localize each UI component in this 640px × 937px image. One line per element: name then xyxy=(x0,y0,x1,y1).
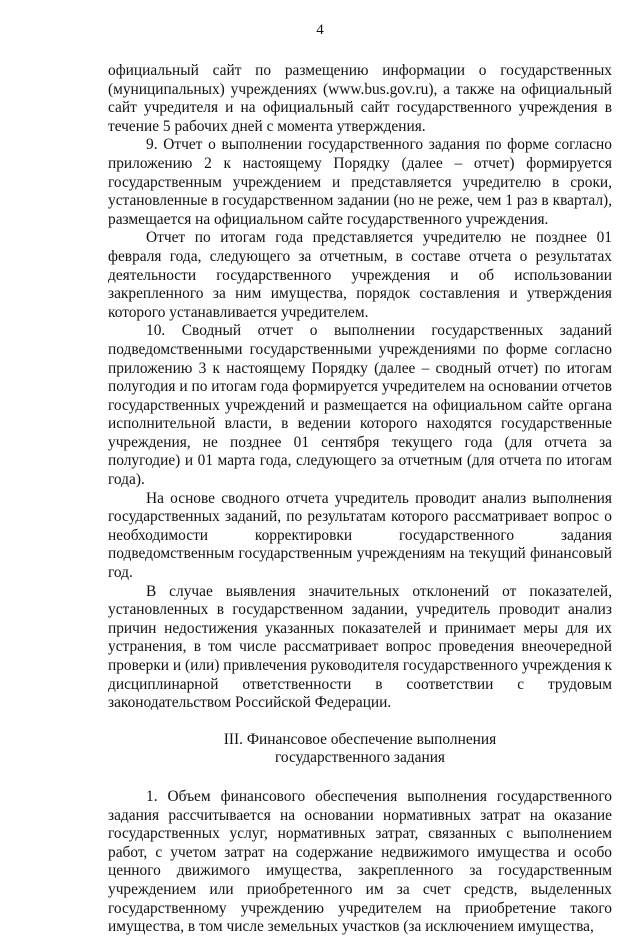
paragraph-analysis: На основе сводного отчета учредитель проводит анализ выполнения государственных заданий, по результатам которого рассматривает вопрос о необходимости корректировки государственного задания подведомственным государственным учреждениям на текущий финансовый год. xyxy=(108,489,612,582)
section-heading xyxy=(108,731,612,768)
document-body xyxy=(108,62,612,937)
paragraph-deviations: В случае выявления значительных отклонений от показателей, установленных в государственном задании, учредитель проводит анализ причин недостижения указанных показателей и принимает меры для их устранения, в том числе рассматривает вопрос проведения внеочередной проверки и (или) привлечения руководителя государственного учреждения к дисциплинарной ответственности в соответствии с трудовым законодательством Российской Федерации. xyxy=(108,582,612,712)
section-heading-line-1: III. Финансовое обеспечение выполнения xyxy=(223,730,497,748)
page-number: 4 xyxy=(316,22,324,38)
section-heading-line-2: государственного задания xyxy=(274,749,446,767)
paragraph-item-9: 9. Отчет о выполнении государственного задания по форме согласно приложению 2 к настоящему Порядку (далее – отчет) формируется государственным учреждением и представляется учредителю в сроки, установленные в государственном задании (но не реже, чем 1 раз в квартал), размещается на официальном сайте государственного учреждения. xyxy=(108,136,612,228)
paragraph-annual-report: Отчет по итогам года представляется учредителю не позднее 01 февраля года, следующего за отчетным, в составе отчета о результатах деятельности государственного учреждения и об использовании закрепленного за ним имущества, порядок составления и утверждения которого устанавливается учредителем. xyxy=(108,229,612,321)
paragraph-item-10: 10. Сводный отчет о выполнении государственных заданий подведомственными государственными учреждениями по форме согласно приложению 3 к настоящему Порядку (далее – сводный отчет) по итогам полугодия и по итогам года формируется учредителем на основании отчетов государственных учреждений и размещается на официальном сайте органа исполнительной власти, в ведении которого находятся государственные учреждения, не позднее 01 сентября текущего года (для отчета за полугодие) и 01 марта года, следующего за отчетным (для отчета по итогам года). xyxy=(108,322,612,489)
paragraph-section3-item-1: 1. Объем финансового обеспечения выполнения государственного задания рассчитывается на основании нормативных затрат на оказание государственных услуг, нормативных затрат, связанных с выполнением работ, с учетом затрат на содержание недвижимого имущества и особо ценного движимого имущества, закрепленного за государственным учреждением или приобретенного им за счет средств, выделенных государственному учреждению учредителем на приобретение такого имущества, в том числе земельных участков (за исключением имущества, xyxy=(108,787,612,936)
paragraph-continuation: официальный сайт по размещению информации о государственных (муниципальных) учреждениях (www.bus.gov.ru), а также на официальный сайт учредителя и на официальный сайт государственного учреждения в течение 5 рабочих дней с момента утверждения. xyxy=(108,62,612,135)
